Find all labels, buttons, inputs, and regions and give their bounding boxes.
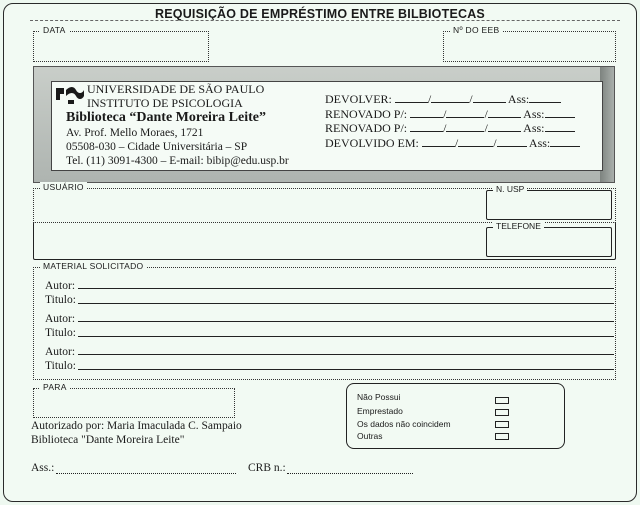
crb-line[interactable] bbox=[287, 473, 413, 474]
status-checkbox[interactable] bbox=[495, 409, 509, 416]
author-input-line[interactable] bbox=[78, 354, 614, 355]
status-option-label: Não Possui bbox=[357, 392, 401, 402]
requested-material-section bbox=[33, 261, 616, 380]
user-label: USUÁRIO bbox=[40, 182, 87, 192]
status-option-label: Outras bbox=[357, 431, 383, 441]
date-blank[interactable] bbox=[488, 107, 521, 118]
university-name: UNIVERSIDADE DE SÃO PAULO bbox=[87, 82, 265, 96]
institute-name: INSTITUTO DE PSICOLOGIA bbox=[87, 96, 243, 110]
title-input-line[interactable] bbox=[78, 369, 614, 370]
return-row-label: RENOVADO P/: bbox=[325, 107, 408, 121]
author-label: Autor: bbox=[45, 313, 76, 325]
title-rule bbox=[30, 20, 620, 21]
date-blank[interactable] bbox=[446, 107, 484, 118]
author-label: Autor: bbox=[45, 280, 76, 292]
date-blank[interactable] bbox=[422, 136, 455, 147]
date-blank[interactable] bbox=[410, 121, 443, 132]
status-option-label: Os dados não coincidem bbox=[357, 419, 451, 429]
date-blank[interactable] bbox=[395, 92, 428, 103]
signature-blank[interactable] bbox=[545, 107, 575, 118]
author-input-line[interactable] bbox=[78, 288, 614, 289]
author-label: Autor: bbox=[45, 346, 76, 358]
nusp-label: N. USP bbox=[493, 184, 527, 194]
return-row[interactable]: RENOVADO P/: / / Ass: bbox=[325, 121, 575, 136]
form-title: REQUISIÇÃO DE EMPRÉSTIMO ENTRE BILBIOTECAS bbox=[155, 7, 485, 21]
signature-blank[interactable] bbox=[550, 136, 580, 147]
return-row-ass: Ass: bbox=[523, 121, 545, 135]
signature-label: Ass.: bbox=[31, 462, 55, 474]
return-row[interactable]: DEVOLVER: / / Ass: bbox=[325, 92, 561, 107]
date-blank[interactable] bbox=[497, 136, 527, 147]
date-blank[interactable] bbox=[473, 92, 506, 103]
title-label: Titulo: bbox=[45, 360, 76, 372]
title-input-line[interactable] bbox=[78, 303, 614, 304]
phone-field[interactable] bbox=[486, 221, 612, 257]
title-label: Titulo: bbox=[45, 294, 76, 306]
material-label: MATERIAL SOLICITADO bbox=[40, 261, 146, 271]
library-city: 05508-030 – Cidade Universitária – SP bbox=[66, 141, 248, 153]
date-blank[interactable] bbox=[446, 121, 484, 132]
return-row-ass: Ass: bbox=[523, 107, 545, 121]
return-row-ass: Ass: bbox=[528, 136, 551, 150]
return-row[interactable]: DEVOLVIDO EM: / / Ass: bbox=[325, 136, 580, 151]
eeb-label: Nº DO EEB bbox=[450, 25, 502, 35]
title-label: Titulo: bbox=[45, 327, 76, 339]
status-checkbox[interactable] bbox=[495, 397, 509, 404]
author-input-line[interactable] bbox=[78, 321, 614, 322]
library-name: Biblioteca “Dante Moreira Leite” bbox=[66, 110, 266, 125]
status-checkbox[interactable] bbox=[495, 433, 509, 440]
usp-logo-icon bbox=[54, 84, 86, 106]
authorized-by: Autorizado por: Maria Imaculada C. Sampaio bbox=[31, 420, 242, 432]
date-blank[interactable] bbox=[458, 136, 493, 147]
return-row-label: DEVOLVER: bbox=[325, 92, 392, 106]
date-field[interactable] bbox=[33, 25, 209, 62]
status-option-label: Emprestado bbox=[357, 406, 403, 416]
status-checkbox[interactable] bbox=[495, 421, 509, 428]
crb-label: CRB n.: bbox=[248, 462, 286, 474]
signature-line[interactable] bbox=[56, 473, 236, 474]
signature-blank[interactable] bbox=[529, 92, 561, 103]
destination-label: PARA bbox=[40, 382, 70, 392]
date-blank[interactable] bbox=[410, 107, 443, 118]
nusp-field[interactable] bbox=[486, 184, 612, 220]
date-blank[interactable] bbox=[431, 92, 469, 103]
return-row-label: DEVOLVIDO EM: bbox=[325, 136, 419, 150]
return-row-ass: Ass: bbox=[507, 92, 530, 106]
title-input-line[interactable] bbox=[78, 336, 614, 337]
library-contact: Tel. (11) 3091-4300 – E-mail: bibip@edu.usp.br bbox=[66, 155, 289, 167]
library-address: Av. Prof. Mello Moraes, 1721 bbox=[66, 127, 204, 139]
authorizing-library: Biblioteca "Dante Moreira Leite" bbox=[31, 434, 185, 446]
date-blank[interactable] bbox=[488, 121, 521, 132]
phone-label: TELEFONE bbox=[493, 221, 544, 231]
eeb-number-field[interactable] bbox=[443, 25, 616, 62]
return-row[interactable]: RENOVADO P/: / / Ass: bbox=[325, 107, 575, 122]
destination-field[interactable] bbox=[33, 382, 235, 418]
signature-blank[interactable] bbox=[545, 121, 575, 132]
return-row-label: RENOVADO P/: bbox=[325, 121, 408, 135]
date-label: DATA bbox=[40, 25, 69, 35]
